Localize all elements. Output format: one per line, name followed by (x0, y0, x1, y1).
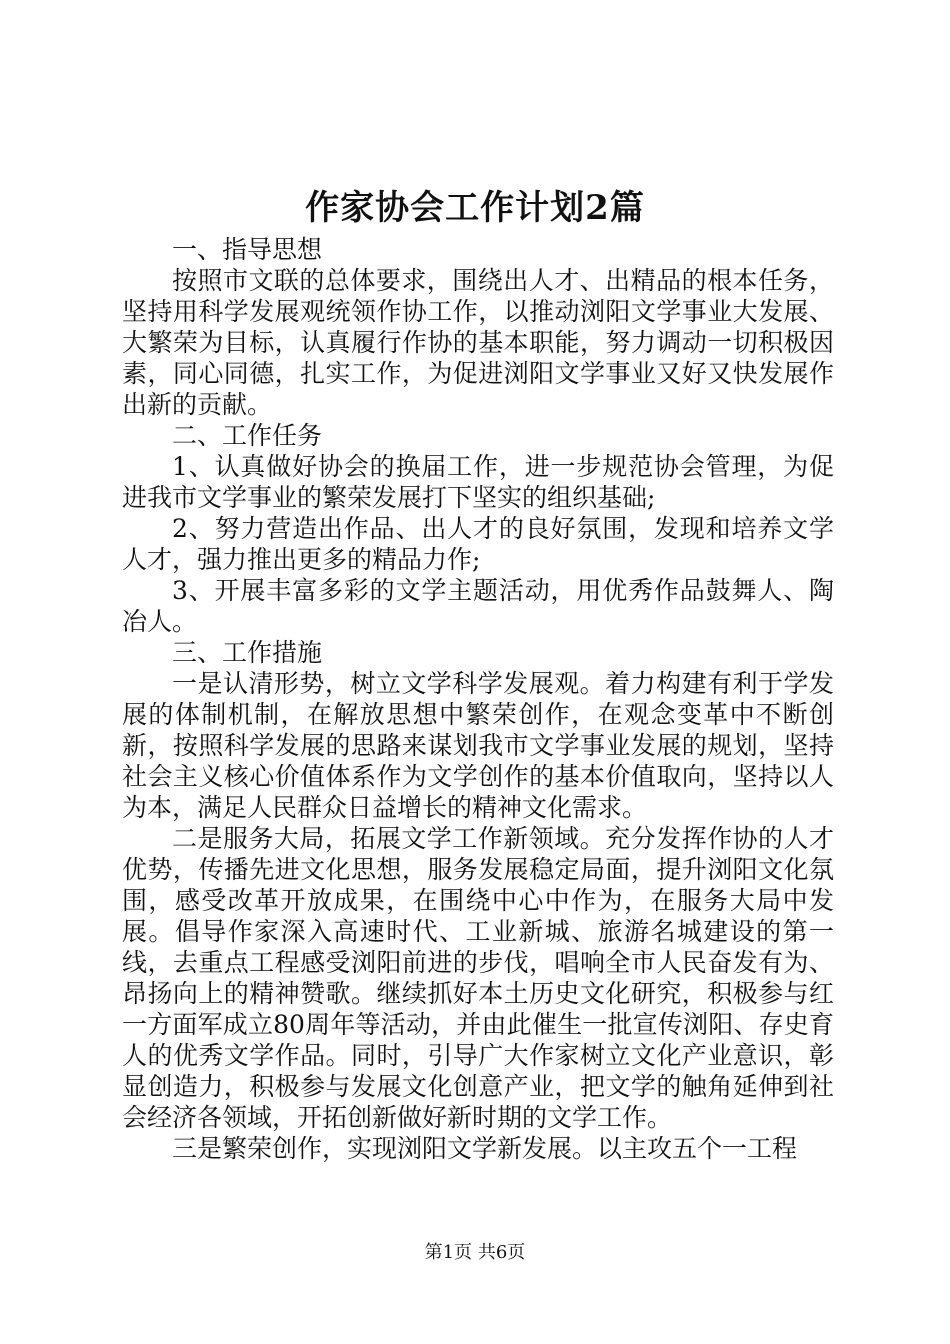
paragraph: 按照市文联的总体要求，围绕出人才、出精品的根本任务，坚持用科学发展观统领作协工作，以推动浏阳文学事业大发展、大繁荣为目标，认真履行作协的基本职能，努力调动一切积极因素，同心同德，扎实工作，为促进浏阳文学事业又好又快发展作出新的贡献。 (122, 266, 834, 419)
document-body (122, 234, 834, 1164)
document-title: 作家协会工作计划2篇 (305, 188, 645, 228)
section-heading: 二、工作任务 (172, 421, 323, 450)
paragraph: 3、开展丰富多彩的文学主题活动，用优秀作品鼓舞人、陶冶人。 (122, 576, 834, 636)
section-heading: 三、工作措施 (172, 638, 323, 667)
paragraph: 2、努力营造出作品、出人才的良好氛围，发现和培养文学人才，强力推出更多的精品力作; (122, 514, 834, 574)
page-footer: 第1页 共6页 (424, 1242, 526, 1263)
paragraph: 二是服务大局，拓展文学工作新领域。充分发挥作协的人才优势，传播先进文化思想，服务发展稳定局面，提升浏阳文化氛围，感受改革开放成果，在围绕中心中作为，在服务大局中发展。倡导作家深入高速时代、工业新城、旅游名城建设的第一线，去重点工程感受浏阳前进的步伐，唱响全市人民奋发有为、昂扬向上的精神赞歌。继续抓好本土历史文化研究，积极参与红一方面军成立80周年等活动，并由此催生一批宣传浏阳、存史育人的优秀文学作品。同时，引导广大作家树立文化产业意识，彰显创造力，积极参与发展文化创意产业，把文学的触角延伸到社会经济各领域，开拓创新做好新时期的文学工作。 (122, 824, 834, 1132)
section-heading: 一、指导思想 (172, 235, 323, 264)
paragraph: 三是繁荣创作，实现浏阳文学新发展。以主攻五个一工程 (172, 1134, 798, 1163)
paragraph: 1、认真做好协会的换届工作，进一步规范协会管理，为促进我市文学事业的繁荣发展打下坚实的组织基础; (122, 452, 834, 512)
paragraph: 一是认清形势，树立文学科学发展观。着力构建有利于学发展的体制机制，在解放思想中繁荣创作，在观念变革中不断创新，按照科学发展的思路来谋划我市文学事业发展的规划，坚持社会主义核心价值体系作为文学创作的基本价值取向，坚持以人为本，满足人民群众日益增长的精神文化需求。 (122, 669, 834, 822)
